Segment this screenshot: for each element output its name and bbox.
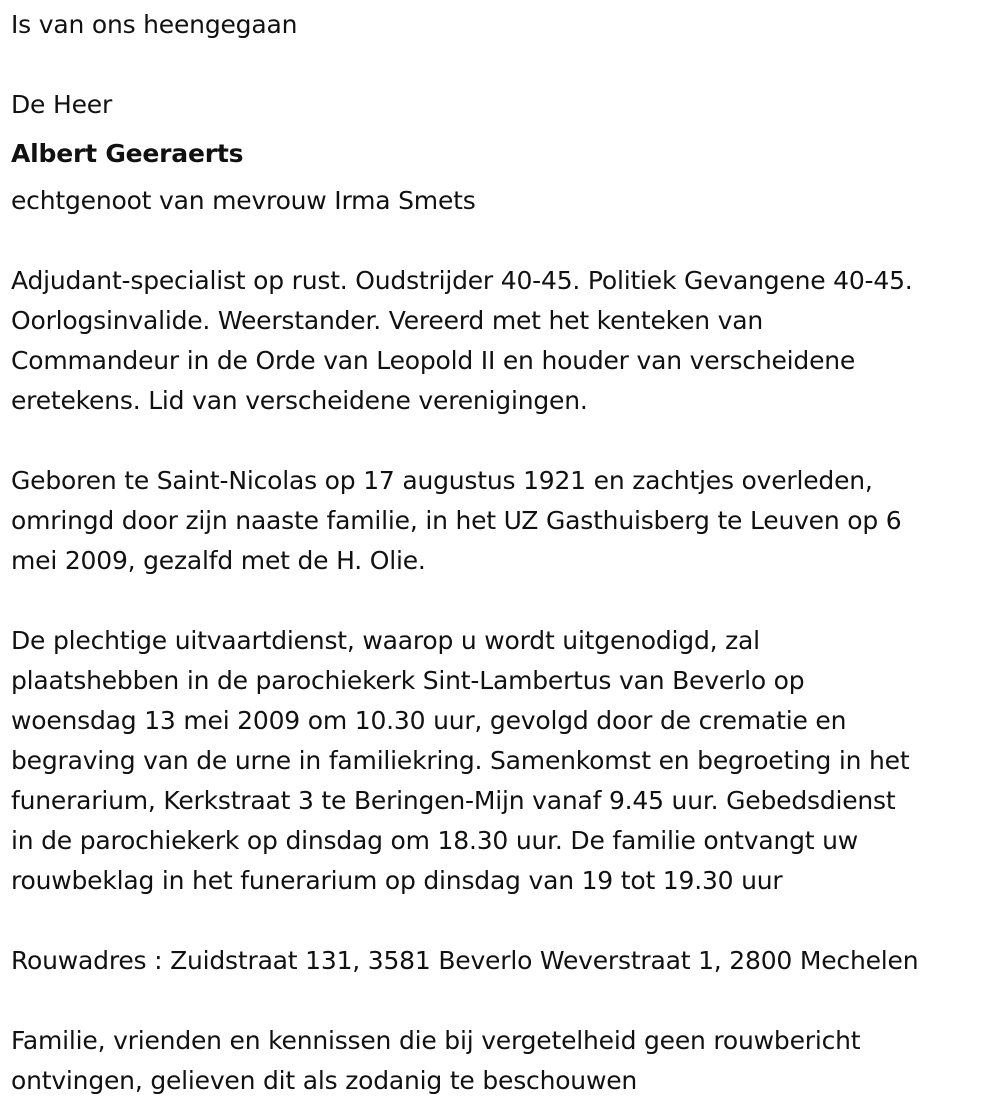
career-line: Commandeur in de Orde van Leopold II en houder van verscheidene xyxy=(11,346,856,375)
birth-death-paragraph xyxy=(11,461,901,581)
funeral-line: woensdag 13 mei 2009 om 10.30 uur, gevolgd door de crematie en xyxy=(11,706,847,735)
spouse-line: echtgenoot van mevrouw Irma Smets xyxy=(11,186,476,215)
mourning-address: Rouwadres : Zuidstraat 131, 3581 Beverlo Weverstraat 1, 2800 Mechelen xyxy=(11,946,919,975)
notice-paragraph xyxy=(11,1021,860,1101)
notice-line: ontvingen, gelieven dit als zodanig te beschouwen xyxy=(11,1066,638,1095)
honorific-title: De Heer xyxy=(11,90,113,119)
funeral-line: rouwbeklag in het funerarium op dinsdag van 19 tot 19.30 uur xyxy=(11,866,783,895)
funeral-line: De plechtige uitvaartdienst, waarop u wordt uitgenodigd, zal xyxy=(11,626,760,655)
career-line: Oorlogsinvalide. Weerstander. Vereerd met het kenteken van xyxy=(11,306,763,335)
deceased-name: Albert Geeraerts xyxy=(11,139,244,168)
career-paragraph xyxy=(11,261,913,421)
birth-line: Geboren te Saint-Nicolas op 17 augustus 1921 en zachtjes overleden, xyxy=(11,466,873,495)
career-line: eretekens. Lid van verscheidene verenigingen. xyxy=(11,386,588,415)
birth-line: omringd door zijn naaste familie, in het UZ Gasthuisberg te Leuven op 6 xyxy=(11,506,902,535)
birth-line: mei 2009, gezalfd met de H. Olie. xyxy=(11,546,426,575)
funeral-paragraph xyxy=(11,621,909,901)
notice-line: Familie, vrienden en kennissen die bij vergetelheid geen rouwbericht xyxy=(11,1026,861,1055)
funeral-line: begraving van de urne in familiekring. Samenkomst en begroeting in het xyxy=(11,746,910,775)
career-line: Adjudant-specialist op rust. Oudstrijder 40-45. Politiek Gevangene 40-45. xyxy=(11,266,913,295)
funeral-line: plaatshebben in de parochiekerk Sint-Lambertus van Beverlo op xyxy=(11,666,805,695)
funeral-line: funerarium, Kerkstraat 3 te Beringen-Mijn vanaf 9.45 uur. Gebedsdienst xyxy=(11,786,896,815)
funeral-line: in de parochiekerk op dinsdag om 18.30 uur. De familie ontvangt uw xyxy=(11,826,859,855)
intro-line: Is van ons heengegaan xyxy=(11,10,298,39)
